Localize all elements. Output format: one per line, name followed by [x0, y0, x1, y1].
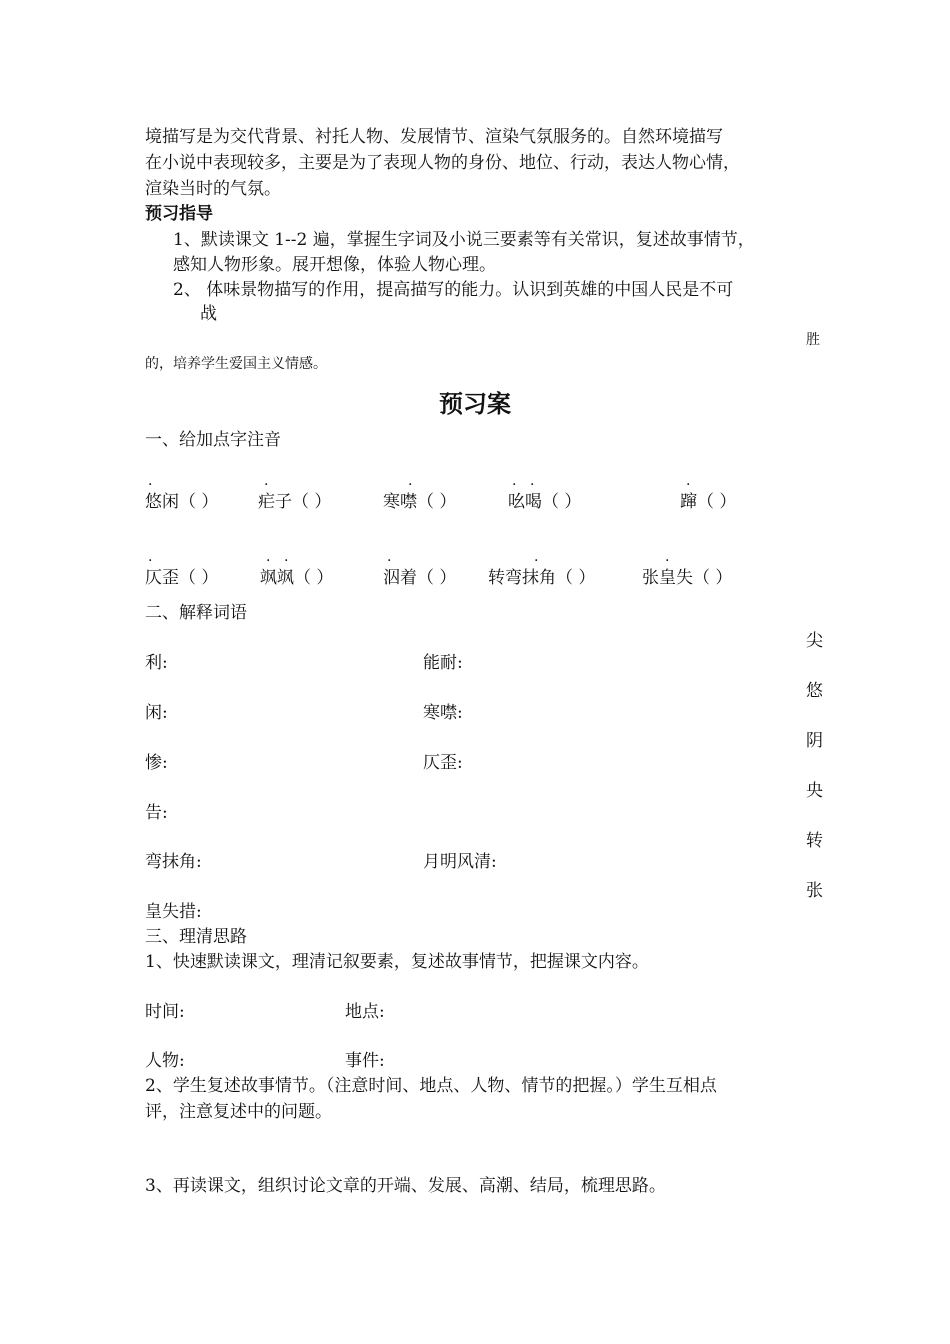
emphasis-dot: . — [148, 549, 153, 565]
section-1-heading: 一、给加点字注音 — [145, 430, 281, 450]
emphasis-dot: . — [264, 473, 269, 489]
term-label: 月明风清: — [423, 852, 497, 872]
guide-item-2-side: 胜 — [806, 332, 820, 348]
emphasis-dot: . — [530, 473, 535, 489]
emphasis-dot: . — [387, 549, 392, 565]
term-label: 闲: — [145, 703, 168, 723]
pinyin-item: 疟子（ ） — [258, 492, 332, 512]
section-3-heading: 三、理清思路 — [145, 927, 247, 947]
term-label: 皇失措: — [145, 902, 202, 922]
intro-line-1: 境描写是为交代背景、衬托人物、发展情节、渲染气氛服务的。自然环境描写 — [145, 127, 723, 147]
term-label: 能耐: — [423, 653, 463, 673]
pinyin-item: 张皇失（ ） — [642, 568, 733, 588]
guide-item-1-line-1: 1、默读课文 1--2 遍，掌握生字词及小说三要素等有关常识，复述故事情节， — [173, 230, 755, 250]
guide-item-2-line-1: 2、 体味景物描写的作用，提高描写的能力。认识到英雄的中国人民是不可 — [173, 280, 734, 300]
side-char: 悠 — [806, 681, 823, 701]
guide-heading: 预习指导 — [145, 204, 213, 224]
pinyin-item: 蹿（ ） — [680, 492, 737, 512]
side-char: 阴 — [806, 731, 823, 751]
field-place-label: 地点: — [345, 1002, 385, 1022]
term-label: 告: — [145, 803, 168, 823]
guide-item-2-line-3: 的，培养学生爱国主义情感。 — [145, 356, 327, 372]
pinyin-item: 飒飒（ ） — [260, 568, 334, 588]
section-3-question-1: 1、快速默读课文，理清记叙要素，复述故事情节，把握课文内容。 — [145, 952, 649, 972]
term-label: 利: — [145, 653, 168, 673]
section-3-question-2-line-2: 评，注意复述中的问题。 — [145, 1102, 332, 1122]
section-2-heading: 二、解释词语 — [145, 603, 247, 623]
pinyin-item: 泅着（ ） — [383, 568, 457, 588]
guide-item-2-line-2: 战 — [200, 304, 217, 324]
pinyin-item: 悠闲（ ） — [145, 492, 219, 512]
side-char: 尖 — [806, 631, 823, 651]
guide-item-1-line-2: 感知人物形象。展开想像，体验人物心理。 — [173, 255, 496, 275]
term-label: 寒噤: — [423, 703, 463, 723]
side-char: 张 — [806, 881, 823, 901]
pinyin-item: 吆喝（ ） — [508, 492, 582, 512]
pinyin-item: 转弯抹角（ ） — [488, 568, 596, 588]
term-label: 弯抹角: — [145, 852, 202, 872]
emphasis-dot: . — [686, 473, 691, 489]
field-time-label: 时间: — [145, 1002, 185, 1022]
emphasis-dot: . — [534, 549, 539, 565]
emphasis-dot: . — [266, 549, 271, 565]
emphasis-dot: . — [284, 549, 289, 565]
emphasis-dot: . — [148, 473, 153, 489]
field-people-label: 人物: — [145, 1051, 185, 1071]
pinyin-item: 寒噤（ ） — [383, 492, 457, 512]
side-char: 转 — [806, 831, 823, 851]
emphasis-dot: . — [512, 473, 517, 489]
term-label: 仄歪: — [423, 753, 463, 773]
emphasis-dot: . — [665, 549, 670, 565]
section-3-question-2-line-1: 2、学生复述故事情节。（注意时间、地点、人物、情节的把握。）学生互相点 — [145, 1076, 717, 1096]
intro-line-3: 渲染当时的气氛。 — [145, 179, 281, 199]
intro-line-2: 在小说中表现较多，主要是为了表现人物的身份、地位、行动，表达人物心情， — [145, 153, 740, 173]
emphasis-dot: . — [408, 473, 413, 489]
section-3-question-3: 3、再读课文，组织讨论文章的开端、发展、高潮、结局，梳理思路。 — [145, 1176, 666, 1196]
term-label: 惨: — [145, 753, 168, 773]
side-char: 央 — [806, 781, 823, 801]
field-event-label: 事件: — [345, 1051, 385, 1071]
page-title: 预习案 — [439, 390, 511, 418]
pinyin-item: 仄歪（ ） — [145, 568, 219, 588]
